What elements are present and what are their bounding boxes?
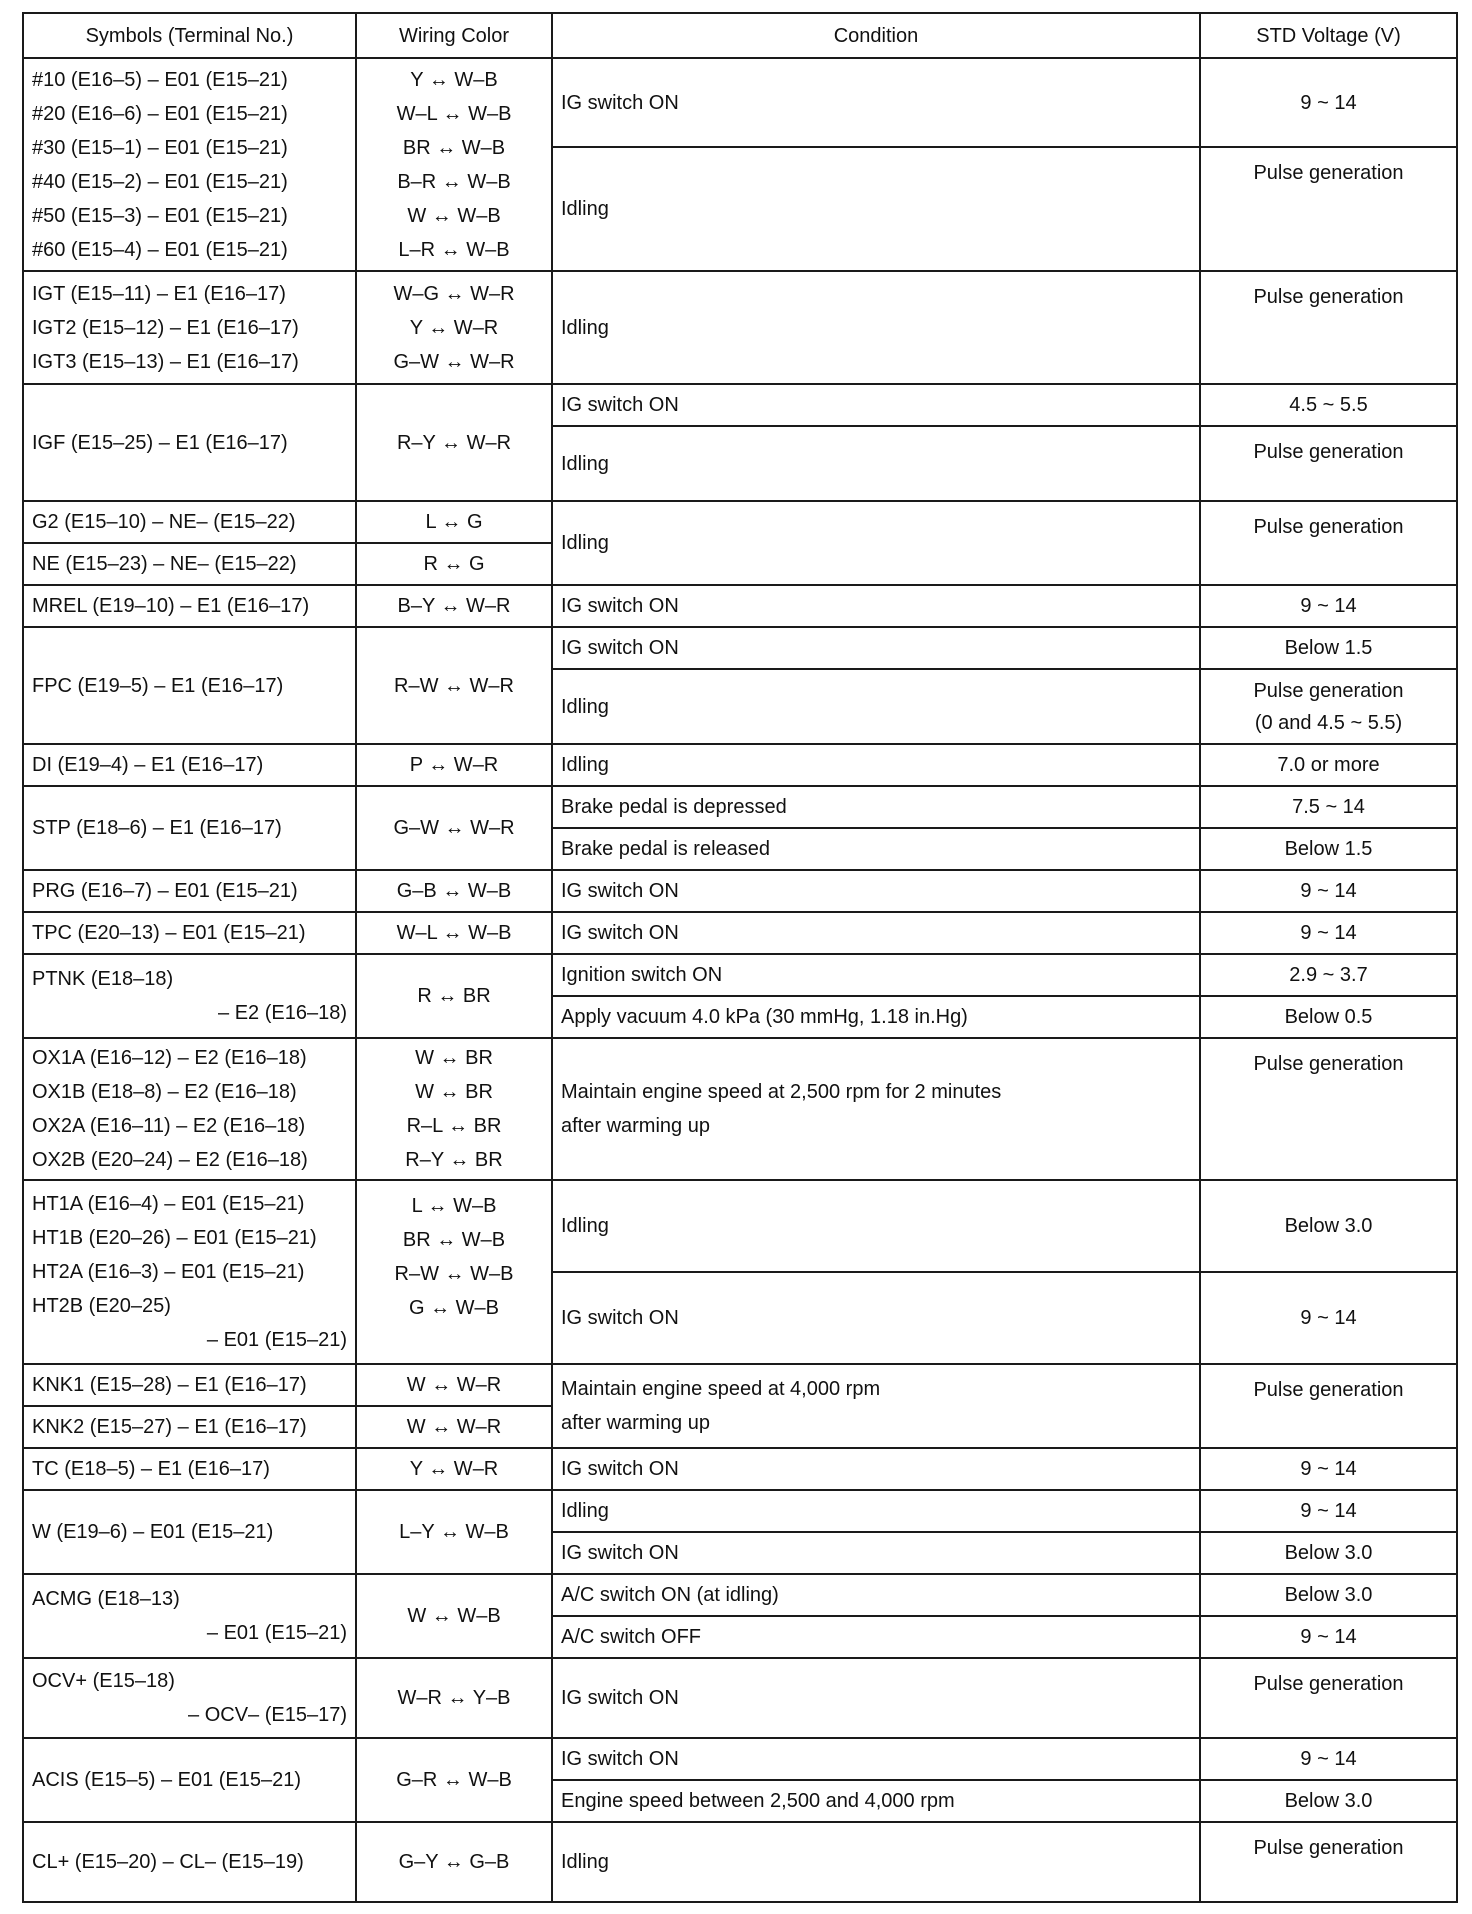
condition-text: IG switch ON [561,394,679,416]
std-voltage-cell [1200,1532,1457,1574]
wiring-color-text: G–W ↔ W–R [393,817,515,839]
condition-text: Idling [561,452,609,475]
table-row [23,627,1457,669]
symbol-cell [23,384,356,501]
wiring-color-text: L ↔ W–B [411,1195,497,1217]
symbol-text: TPC (E20–13) – E01 (E15–21) [32,922,306,944]
condition-cell [552,669,1200,744]
symbol-cell [23,271,356,384]
std-voltage-text: Below 3.0 [1284,1542,1373,1564]
table-row [23,744,1457,786]
wiring-color-text: W ↔ W–B [407,1605,501,1627]
std-voltage-text: 9 ~ 14 [1300,1307,1357,1329]
condition-cell [552,585,1200,627]
symbol-cell [23,1038,356,1180]
std-voltage-text: 9 ~ 14 [1300,880,1357,902]
std-voltage-cell [1200,1038,1457,1180]
condition-cell [552,1780,1200,1822]
std-voltage-cell [1200,669,1457,744]
symbol-cell [23,501,356,543]
condition-text: Apply vacuum 4.0 kPa (30 mmHg, 1.18 in.Hg) [561,1006,968,1028]
wiring-color-text: W–G ↔ W–R [393,282,515,305]
condition-text: Idling [561,1500,609,1522]
condition-text: Idling [561,1215,609,1237]
std-voltage-text: 9 ~ 14 [1300,595,1357,617]
condition-text: IG switch ON [561,1542,679,1564]
symbol-cell [23,1658,356,1738]
symbol-text: OX2B (E20–24) – E2 (E16–18) [32,1149,308,1171]
wiring-color-cell [356,1738,552,1822]
std-voltage-text: Below 3.0 [1284,1584,1373,1606]
condition-cell [552,1490,1200,1532]
wiring-color-cell [356,954,552,1038]
symbol-text: TC (E18–5) – E1 (E16–17) [32,1458,270,1480]
condition-text: after warming up [561,1115,710,1137]
std-voltage-cell [1200,786,1457,828]
std-voltage-cell [1200,627,1457,669]
table-row [23,501,1457,543]
wiring-color-text: BR ↔ W–B [402,1229,506,1251]
table-body [23,58,1457,1902]
wiring-color-cell [356,1574,552,1658]
std-voltage-cell [1200,870,1457,912]
std-voltage-cell [1200,1272,1457,1364]
symbol-cell [23,744,356,786]
std-voltage-text: Pulse generation [1253,162,1404,184]
wiring-color-cell [356,1364,552,1406]
std-voltage-cell [1200,996,1457,1038]
symbol-text: KNK2 (E15–27) – E1 (E16–17) [32,1416,307,1438]
symbol-text: #50 (E15–3) – E01 (E15–21) [32,204,288,227]
table-row [23,1038,1457,1180]
std-voltage-text: Pulse generation [1253,1673,1404,1695]
condition-cell [552,954,1200,996]
wiring-color-cell [356,870,552,912]
std-voltage-text: Pulse generation [1253,679,1404,702]
wiring-color-text: R ↔ G [423,553,485,575]
std-voltage-text: Below 1.5 [1284,637,1373,659]
std-voltage-text: Pulse generation [1253,516,1404,538]
symbol-text: – E2 (E16–18) [218,1002,347,1024]
table-row [23,1574,1457,1616]
std-voltage-cell [1200,1658,1457,1738]
condition-cell [552,271,1200,384]
std-voltage-cell [1200,1574,1457,1616]
header-std-voltage: STD Voltage (V) [1200,13,1457,58]
std-voltage-cell [1200,501,1457,585]
symbol-cell [23,1574,356,1658]
symbol-text: IGT3 (E15–13) – E1 (E16–17) [32,350,299,373]
std-voltage-cell [1200,1780,1457,1822]
condition-cell [552,744,1200,786]
condition-text: Engine speed between 2,500 and 4,000 rpm [561,1790,955,1812]
std-voltage-cell [1200,1738,1457,1780]
wiring-color-cell [356,1490,552,1574]
wiring-color-text: R–Y ↔ W–R [396,431,512,454]
std-voltage-cell [1200,1616,1457,1658]
std-voltage-cell [1200,1180,1457,1272]
std-voltage-text: 9 ~ 14 [1300,1500,1357,1522]
condition-text: Idling [561,198,609,220]
terminal-voltage-table [22,12,1458,1903]
symbol-text: OX2A (E16–11) – E2 (E16–18) [32,1115,306,1137]
std-voltage-text: Pulse generation [1253,1053,1404,1075]
condition-text: A/C switch OFF [561,1626,702,1648]
wiring-color-cell [356,1822,552,1902]
table-row [23,384,1457,426]
symbol-text: ACIS (E15–5) – E01 (E15–21) [32,1769,302,1791]
std-voltage-cell [1200,1448,1457,1490]
std-voltage-text: Below 1.5 [1284,838,1373,860]
wiring-color-cell [356,1180,552,1364]
wiring-color-text: W ↔ BR [415,1047,493,1069]
table-row [23,1658,1457,1738]
symbol-text: MREL (E19–10) – E1 (E16–17) [32,595,310,617]
wiring-color-text: W ↔ BR [415,1081,493,1103]
wiring-color-text: Y ↔ W–R [409,316,499,339]
symbol-cell [23,627,356,744]
condition-text: Maintain engine speed at 2,500 rpm for 2 minutes [561,1081,1002,1103]
table-row [23,786,1457,828]
wiring-color-text: L–Y ↔ W–B [399,1521,509,1543]
std-voltage-text: Pulse generation [1253,286,1404,308]
symbol-text: HT2A (E16–3) – E01 (E15–21) [32,1261,305,1283]
symbol-cell [23,1406,356,1448]
std-voltage-text: 2.9 ~ 3.7 [1289,964,1368,986]
wiring-color-text: BR ↔ W–B [402,136,506,159]
std-voltage-cell [1200,271,1457,384]
condition-text: A/C switch ON (at idling) [561,1584,779,1606]
symbol-cell [23,1490,356,1574]
condition-cell [552,426,1200,501]
table-row [23,1448,1457,1490]
condition-cell [552,1658,1200,1738]
wiring-color-cell [356,271,552,384]
std-voltage-text: 4.5 ~ 5.5 [1289,394,1368,416]
std-voltage-text: Below 3.0 [1284,1215,1373,1237]
table-header [23,13,1457,58]
condition-cell [552,1364,1200,1448]
wiring-color-cell [356,1406,552,1448]
std-voltage-text: 9 ~ 14 [1300,91,1357,114]
std-voltage-cell [1200,1822,1457,1902]
wiring-color-cell [356,627,552,744]
symbol-text: FPC (E19–5) – E1 (E16–17) [32,674,284,697]
header-wiring-color: Wiring Color [356,13,552,58]
wiring-color-cell [356,786,552,870]
condition-text: Idling [561,754,609,776]
condition-text: IG switch ON [561,1307,679,1329]
symbol-cell [23,786,356,870]
condition-text: IG switch ON [561,1687,679,1709]
condition-cell [552,786,1200,828]
std-voltage-text: 9 ~ 14 [1300,1748,1357,1770]
symbol-text: OCV+ (E15–18) [32,1670,175,1692]
condition-cell [552,912,1200,954]
std-voltage-cell [1200,1364,1457,1448]
wiring-color-text: R ↔ BR [417,985,491,1007]
symbol-text: IGF (E15–25) – E1 (E16–17) [32,431,288,454]
symbol-text: #60 (E15–4) – E01 (E15–21) [32,238,288,261]
wiring-color-text: W ↔ W–R [406,1416,502,1438]
condition-text: Maintain engine speed at 4,000 rpm [561,1378,881,1400]
wiring-color-text: L ↔ G [425,511,483,533]
condition-text: Idling [561,532,609,554]
condition-cell [552,384,1200,426]
wiring-color-cell [356,501,552,543]
symbol-text: – E01 (E15–21) [206,1622,347,1644]
std-voltage-cell [1200,384,1457,426]
condition-cell [552,1180,1200,1272]
table-row [23,1364,1457,1406]
symbol-text: DI (E19–4) – E1 (E16–17) [32,754,264,776]
wiring-color-text: R–W ↔ W–B [394,1263,514,1285]
symbol-cell [23,543,356,585]
symbol-text: #40 (E15–2) – E01 (E15–21) [32,170,288,193]
table-row [23,912,1457,954]
wiring-color-text: W–L ↔ W–B [396,102,512,125]
condition-text: IG switch ON [561,637,679,659]
wiring-color-text: P ↔ W–R [409,754,499,776]
std-voltage-cell [1200,954,1457,996]
std-voltage-cell [1200,426,1457,501]
std-voltage-text: Pulse generation [1253,1379,1404,1401]
symbol-text: KNK1 (E15–28) – E1 (E16–17) [32,1374,307,1396]
std-voltage-text: Pulse generation [1253,441,1404,463]
wiring-color-text: L–R ↔ W–B [398,238,510,261]
wiring-color-cell [356,744,552,786]
condition-text: Brake pedal is depressed [561,796,787,818]
wiring-color-cell [356,543,552,585]
std-voltage-text: 7.5 ~ 14 [1292,796,1365,818]
wiring-color-text: G–B ↔ W–B [396,880,512,902]
table-row [23,954,1457,996]
condition-text: IG switch ON [561,91,679,114]
symbol-text: ACMG (E18–13) [32,1588,180,1610]
table-row [23,1490,1457,1532]
symbol-text: CL+ (E15–20) – CL– (E15–19) [32,1851,304,1873]
symbol-cell [23,1180,356,1364]
symbol-text: HT2B (E20–25) [32,1295,171,1317]
std-voltage-text: 9 ~ 14 [1300,1458,1357,1480]
condition-cell [552,828,1200,870]
std-voltage-text: Below 0.5 [1284,1006,1373,1028]
condition-text: Ignition switch ON [561,964,723,986]
condition-text: Idling [561,695,609,718]
symbol-text: – E01 (E15–21) [206,1329,347,1351]
symbol-text: G2 (E15–10) – NE– (E15–22) [32,511,296,533]
symbol-text: #10 (E16–5) – E01 (E15–21) [32,68,288,91]
condition-cell [552,996,1200,1038]
condition-cell [552,1532,1200,1574]
std-voltage-text: (0 and 4.5 ~ 5.5) [1254,711,1403,734]
wiring-color-text: W–R ↔ Y–B [397,1687,511,1709]
std-voltage-cell [1200,828,1457,870]
symbol-text: #30 (E15–1) – E01 (E15–21) [32,136,288,159]
wiring-color-cell [356,384,552,501]
symbol-cell [23,954,356,1038]
symbol-text: IGT (E15–11) – E1 (E16–17) [32,282,286,305]
symbol-text: PTNK (E18–18) [32,968,174,990]
wiring-color-cell [356,58,552,271]
std-voltage-text: Below 3.0 [1284,1790,1373,1812]
header-condition: Condition [552,13,1200,58]
condition-text: IG switch ON [561,922,679,944]
condition-cell [552,501,1200,585]
symbol-text: HT1B (E20–26) – E01 (E15–21) [32,1227,317,1249]
symbol-text: NE (E15–23) – NE– (E15–22) [32,553,297,575]
table-row [23,870,1457,912]
wiring-color-text: G–W ↔ W–R [393,350,515,373]
condition-cell [552,870,1200,912]
header-row [23,13,1457,58]
condition-cell [552,1448,1200,1490]
std-voltage-text: 9 ~ 14 [1300,1626,1357,1648]
condition-cell [552,1272,1200,1364]
condition-cell [552,1574,1200,1616]
symbol-text: HT1A (E16–4) – E01 (E15–21) [32,1193,305,1215]
condition-cell [552,147,1200,271]
wiring-color-text: Y ↔ W–B [410,68,498,91]
wiring-color-text: W–L ↔ W–B [396,922,512,944]
symbol-text: #20 (E16–6) – E01 (E15–21) [32,102,288,125]
symbol-cell [23,912,356,954]
table-row [23,271,1457,384]
condition-cell [552,627,1200,669]
terminal-voltage-sheet [22,12,1456,1903]
wiring-color-text: G–Y ↔ G–B [398,1851,510,1873]
symbol-cell [23,58,356,271]
condition-cell [552,58,1200,147]
wiring-color-text: W ↔ W–R [406,1374,502,1396]
wiring-color-cell [356,1658,552,1738]
wiring-color-cell [356,1038,552,1180]
symbol-cell [23,870,356,912]
condition-text: IG switch ON [561,1458,679,1480]
symbol-cell [23,1364,356,1406]
condition-cell [552,1822,1200,1902]
std-voltage-cell [1200,744,1457,786]
std-voltage-cell [1200,147,1457,271]
table-row [23,1738,1457,1780]
wiring-color-cell [356,585,552,627]
std-voltage-text: 7.0 or more [1277,754,1380,776]
symbol-text: STP (E18–6) – E1 (E16–17) [32,817,282,839]
symbol-text: W (E19–6) – E01 (E15–21) [32,1521,274,1543]
condition-text: Brake pedal is released [561,838,771,860]
condition-cell [552,1616,1200,1658]
symbol-cell [23,1738,356,1822]
condition-text: Idling [561,316,609,339]
wiring-color-text: G ↔ W–B [408,1297,499,1319]
std-voltage-cell [1200,1490,1457,1532]
symbol-text: IGT2 (E15–12) – E1 (E16–17) [32,316,299,339]
wiring-color-cell [356,1448,552,1490]
wiring-color-text: W ↔ W–B [407,204,501,227]
wiring-color-text: R–Y ↔ BR [405,1149,503,1171]
wiring-color-text: B–R ↔ W–B [397,170,511,193]
wiring-color-text: Y ↔ W–R [409,1458,499,1480]
symbol-text: OX1A (E16–12) – E2 (E16–18) [32,1047,307,1069]
header-symbols: Symbols (Terminal No.) [23,13,356,58]
condition-cell [552,1738,1200,1780]
table-row [23,58,1457,147]
condition-cell [552,1038,1200,1180]
symbol-text: OX1B (E18–8) – E2 (E16–18) [32,1081,297,1103]
std-voltage-cell [1200,585,1457,627]
wiring-color-text: B–Y ↔ W–R [397,595,511,617]
symbol-cell [23,585,356,627]
wiring-color-text: G–R ↔ W–B [396,1769,512,1791]
condition-text: Idling [561,1851,609,1873]
std-voltage-text: Pulse generation [1253,1837,1404,1859]
std-voltage-cell [1200,912,1457,954]
condition-text: IG switch ON [561,880,679,902]
std-voltage-text: 9 ~ 14 [1300,922,1357,944]
wiring-color-text: R–W ↔ W–R [394,674,514,697]
condition-text: after warming up [561,1412,710,1434]
symbol-text: PRG (E16–7) – E01 (E15–21) [32,880,298,902]
table-row [23,585,1457,627]
condition-text: IG switch ON [561,595,679,617]
symbol-text: – OCV– (E15–17) [188,1704,347,1726]
std-voltage-cell [1200,58,1457,147]
table-row [23,1180,1457,1272]
condition-text: IG switch ON [561,1748,679,1770]
table-row [23,1822,1457,1902]
wiring-color-cell [356,912,552,954]
symbol-cell [23,1822,356,1902]
symbol-cell [23,1448,356,1490]
wiring-color-text: R–L ↔ BR [406,1115,502,1137]
